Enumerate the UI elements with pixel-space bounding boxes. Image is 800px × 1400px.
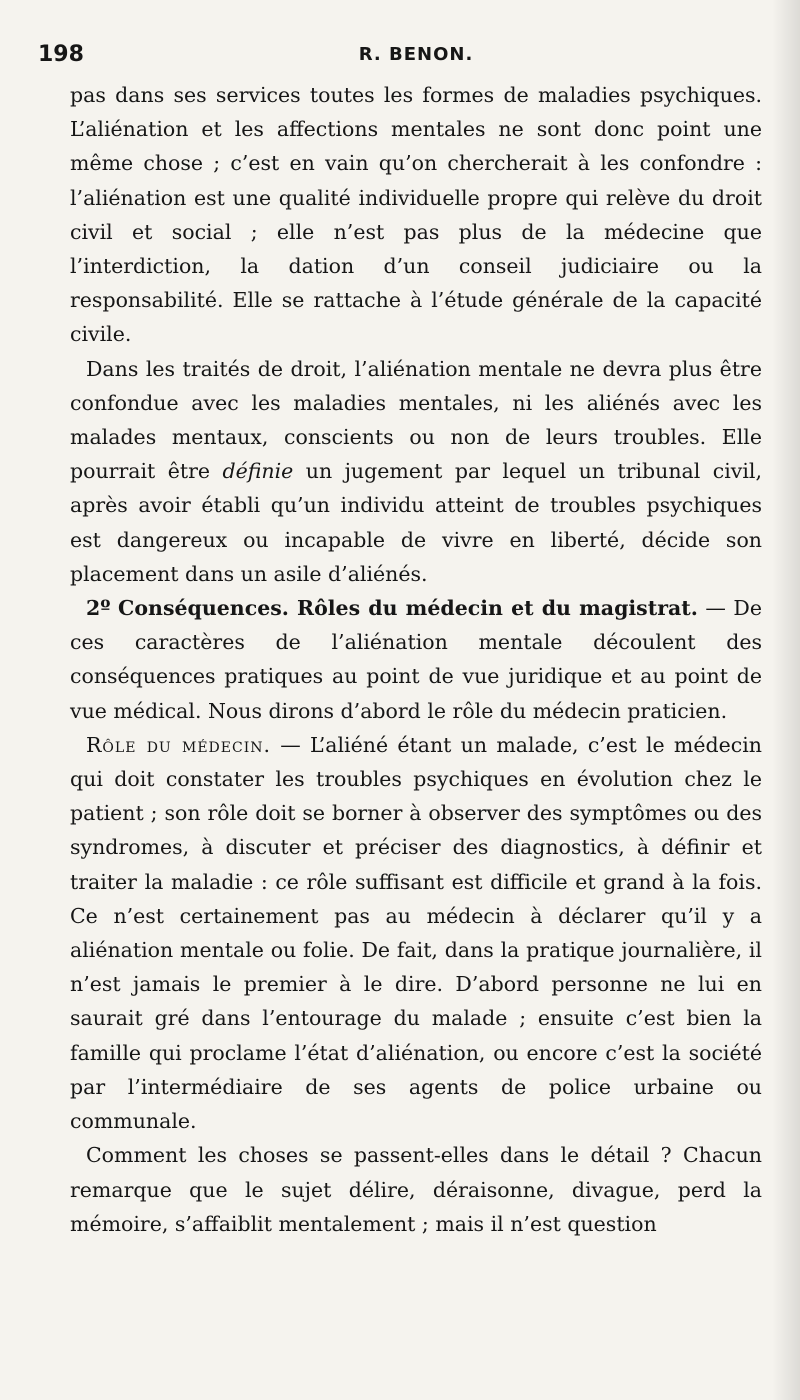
emphasized-word: définie xyxy=(222,459,294,484)
paragraph-legal-treatises xyxy=(70,352,762,591)
section-heading-paragraph xyxy=(70,591,762,728)
section-number: 2º xyxy=(86,596,111,621)
body-text xyxy=(70,78,762,1241)
section-title: Conséquences. Rôles du médecin et du magistrat. xyxy=(118,596,698,621)
paragraph-continuation: pas dans ses services toutes les formes de maladies psychiques. L’aliénation et les affections mentales ne sont donc point une même chose ; c’est en vain qu’on chercherait à les confondre : l’aliénation est une qualité individuelle propre qui relève du droit civil et social ; elle n’est pas plus de la médecine que l’interdiction, la dation d’un conseil judiciaire ou la responsabilité. Elle se rattache à l’étude générale de la capacité civile. xyxy=(70,83,762,347)
paragraph-text: un jugement par lequel un tribunal civil, après avoir établi qu’un individu atteint de troubles psychiques est dangereux ou incapable de vivre en liberté, décide son placement dans un asile d’aliénés. xyxy=(70,459,762,586)
page-header xyxy=(38,30,762,78)
page-edge-shadow xyxy=(772,0,800,1400)
running-title: R. BENON. xyxy=(358,44,474,65)
section-text: — De ces caractères de l’aliénation mentale découlent des conséquences pratiques au point de vue juridique et au point de vue médical. Nous dirons d’abord le rôle du médecin praticien. xyxy=(70,596,762,723)
paragraph-details: Comment les choses se passent-elles dans le détail ? Chacun remarque que le sujet délire, déraisonne, divague, perd la mémoire, s’affaiblit mentalement ; mais il n’est question xyxy=(70,1143,762,1236)
paragraph-doctor-role xyxy=(70,728,762,1138)
page-number: 198 xyxy=(38,42,84,67)
paragraph-text: — L’aliéné étant un malade, c’est le médecin qui doit constater les troubles psychiques en évolution chez le patient ; son rôle doit se borner à observer des symptômes ou des syndromes, à discuter et préciser des diagnostics, à définir et traiter la maladie : ce rôle suffisant est difficile et grand à la fois. Ce n’est certainement pas au médecin à déclarer qu’il y a aliénation mentale ou folie. De fait, dans la pratique journalière, il n’est jamais le premier à le dire. D’abord personne ne lui en saurait gré dans l’entourage du malade ; ensuite c’est bien la famille qui proclame l’état d’aliénation, ou encore c’est la société par l’intermédiaire de ses agents de police urbaine ou communale. xyxy=(70,732,763,1134)
subsection-label: Rôle du médecin. xyxy=(86,732,272,757)
paragraph-text: Dans les traités de droit, l’aliénation mentale ne devra plus être confondue avec les maladies mentales, ni les aliénés avec les malades mentaux, conscients ou non de leurs troubles. Elle pourrait être xyxy=(70,356,762,484)
